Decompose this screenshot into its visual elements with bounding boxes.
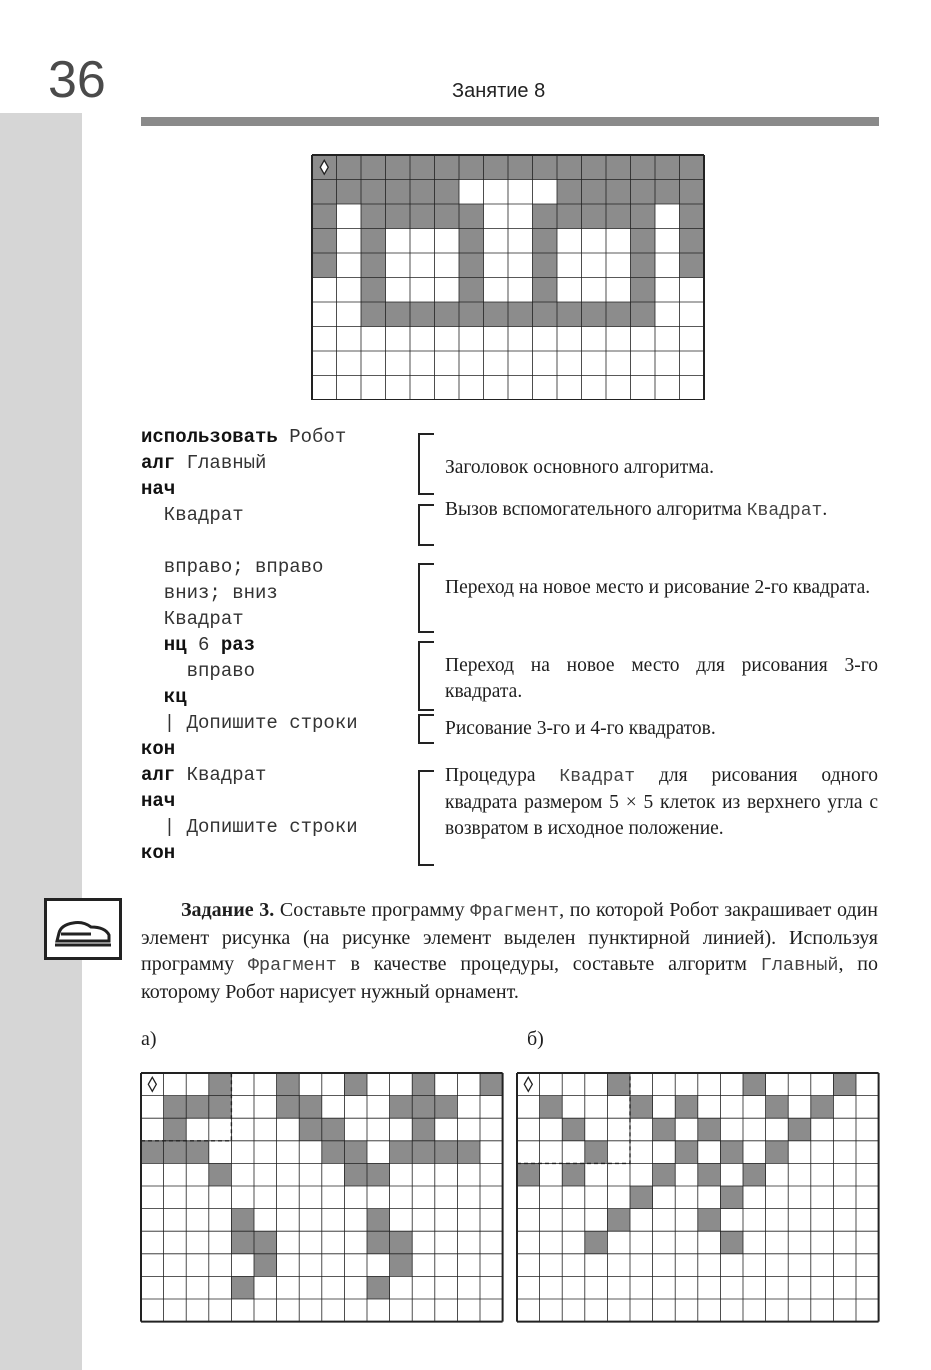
filled-cell	[582, 180, 607, 205]
filled-cell	[361, 229, 386, 254]
filled-cell	[557, 302, 582, 327]
code-line: алг Главный	[141, 452, 267, 474]
side-margin-band	[0, 113, 82, 1370]
filled-cell	[582, 302, 607, 327]
filled-cell	[631, 229, 656, 254]
filled-cell	[459, 155, 484, 180]
mouse-icon	[47, 901, 119, 957]
filled-cell	[766, 1096, 789, 1119]
filled-cell	[517, 1163, 540, 1186]
filled-cell	[231, 1276, 254, 1299]
code-line: Квадрат	[141, 504, 244, 526]
filled-cell	[606, 204, 631, 229]
filled-cell	[277, 1073, 300, 1096]
filled-cell	[675, 1141, 698, 1164]
filled-cell	[582, 155, 607, 180]
filled-cell	[457, 1141, 480, 1164]
filled-cell	[557, 180, 582, 205]
brace	[418, 714, 434, 744]
filled-cell	[653, 1118, 676, 1141]
filled-cell	[653, 1163, 676, 1186]
header-rule	[141, 117, 879, 126]
filled-cell	[367, 1231, 390, 1254]
filled-cell	[412, 1118, 435, 1141]
filled-cell	[164, 1096, 187, 1119]
filled-cell	[533, 302, 558, 327]
filled-cell	[631, 302, 656, 327]
filled-cell	[582, 204, 607, 229]
filled-cell	[337, 155, 362, 180]
filled-cell	[386, 204, 411, 229]
filled-cell	[410, 180, 435, 205]
filled-cell	[675, 1096, 698, 1119]
filled-cell	[344, 1073, 367, 1096]
filled-cell	[322, 1141, 345, 1164]
filled-cell	[435, 180, 460, 205]
code-line: использовать Робот	[141, 426, 347, 448]
filled-cell	[412, 1073, 435, 1096]
filled-cell	[459, 204, 484, 229]
filled-cell	[410, 302, 435, 327]
filled-cell	[606, 302, 631, 327]
comment-second-square: Переход на новое место и рисование 2-го квадрата.	[445, 577, 871, 598]
filled-cell	[680, 155, 705, 180]
filled-cell	[698, 1163, 721, 1186]
filled-cell	[459, 302, 484, 327]
filled-cell	[484, 302, 509, 327]
filled-cell	[435, 155, 460, 180]
filled-cell	[410, 155, 435, 180]
filled-cell	[435, 1141, 458, 1164]
filled-cell	[435, 204, 460, 229]
filled-cell	[480, 1073, 503, 1096]
filled-cell	[533, 278, 558, 303]
filled-cell	[680, 229, 705, 254]
filled-cell	[743, 1163, 766, 1186]
filled-cell	[508, 302, 533, 327]
code-line: нач	[141, 790, 176, 812]
code-line: кц	[141, 686, 187, 708]
filled-cell	[557, 155, 582, 180]
filled-cell	[390, 1254, 413, 1277]
filled-cell	[631, 278, 656, 303]
filled-cell	[254, 1231, 277, 1254]
brace	[418, 641, 434, 711]
filled-cell	[631, 253, 656, 278]
filled-cell	[312, 204, 337, 229]
filled-cell	[367, 1276, 390, 1299]
filled-cell	[412, 1141, 435, 1164]
brace	[418, 433, 434, 495]
filled-cell	[390, 1141, 413, 1164]
comment-third-fourth: Рисование 3-го и 4-го квадратов.	[445, 718, 716, 739]
page-number: 36	[48, 51, 106, 109]
filled-cell	[186, 1141, 209, 1164]
filled-cell	[557, 204, 582, 229]
filled-cell	[435, 302, 460, 327]
filled-cell	[186, 1096, 209, 1119]
filled-cell	[788, 1118, 811, 1141]
filled-cell	[720, 1141, 743, 1164]
filled-cell	[631, 155, 656, 180]
code-line: нц 6 раз	[141, 634, 256, 656]
filled-cell	[655, 180, 680, 205]
filled-cell	[508, 155, 533, 180]
filled-cell	[386, 302, 411, 327]
filled-cell	[412, 1096, 435, 1119]
filled-cell	[361, 278, 386, 303]
code-line: вправо	[141, 660, 256, 682]
filled-cell	[698, 1209, 721, 1232]
ornament-grid-b	[516, 1072, 880, 1326]
brace	[418, 563, 434, 633]
code-line: нач	[141, 478, 176, 500]
brace	[418, 504, 434, 546]
filled-cell	[361, 204, 386, 229]
filled-cell	[386, 180, 411, 205]
filled-cell	[630, 1096, 653, 1119]
filled-cell	[562, 1163, 585, 1186]
code-line: | Допишите строки	[141, 712, 358, 734]
filled-cell	[533, 204, 558, 229]
filled-cell	[484, 155, 509, 180]
subfigure-a-label: а)	[141, 1028, 157, 1050]
filled-cell	[585, 1231, 608, 1254]
code-line: вправо; вправо	[141, 556, 324, 578]
filled-cell	[680, 180, 705, 205]
code-line: алг Квадрат	[141, 764, 267, 786]
filled-cell	[344, 1141, 367, 1164]
filled-cell	[231, 1231, 254, 1254]
filled-cell	[164, 1141, 187, 1164]
filled-cell	[435, 1096, 458, 1119]
filled-cell	[533, 229, 558, 254]
filled-cell	[459, 253, 484, 278]
comment-third-move: Переход на новое место для рисования 3-го квадрата.	[445, 655, 878, 702]
filled-cell	[390, 1231, 413, 1254]
filled-cell	[361, 180, 386, 205]
filled-cell	[833, 1073, 856, 1096]
filled-cell	[367, 1163, 390, 1186]
filled-cell	[254, 1254, 277, 1277]
filled-cell	[337, 180, 362, 205]
comment-procedure: Процедура Квадрат для рисования одного квадрата размером 5 × 5 клеток из верхнего угла с возвратом в исходное положение.	[445, 765, 878, 839]
code-line: кон	[141, 738, 176, 760]
filled-cell	[299, 1096, 322, 1119]
filled-cell	[386, 155, 411, 180]
filled-cell	[209, 1163, 232, 1186]
filled-cell	[680, 253, 705, 278]
filled-cell	[540, 1096, 563, 1119]
code-line: Квадрат	[141, 608, 244, 630]
filled-cell	[312, 229, 337, 254]
filled-cell	[766, 1141, 789, 1164]
filled-cell	[164, 1118, 187, 1141]
filled-cell	[698, 1118, 721, 1141]
comment-header: Заголовок основного алгоритма.	[445, 457, 714, 478]
filled-cell	[312, 180, 337, 205]
filled-cell	[361, 302, 386, 327]
filled-cell	[607, 1209, 630, 1232]
code-line: вниз; вниз	[141, 582, 278, 604]
filled-cell	[606, 155, 631, 180]
ornament-grid-main	[311, 154, 705, 400]
task-3-text: Задание 3. Составьте программу Фрагмент, по которой Робот закрашивает один элемент рисунка (на рисунке элемент выделен пунктирной линией). Используя программу Фрагмент в качестве процедуры, составьте алгоритм Главный, по которому Робот нарисует нужный орнамент.	[141, 899, 878, 1003]
filled-cell	[361, 155, 386, 180]
filled-cell	[533, 253, 558, 278]
filled-cell	[231, 1209, 254, 1232]
filled-cell	[459, 278, 484, 303]
filled-cell	[209, 1096, 232, 1119]
filled-cell	[459, 229, 484, 254]
filled-cell	[277, 1096, 300, 1119]
filled-cell	[410, 204, 435, 229]
filled-cell	[630, 1186, 653, 1209]
filled-cell	[811, 1096, 834, 1119]
filled-cell	[720, 1231, 743, 1254]
filled-cell	[390, 1096, 413, 1119]
comment-call: Вызов вспомогательного алгоритма Квадрат.	[445, 499, 828, 521]
subfigure-b-label: б)	[527, 1028, 544, 1050]
code-line: | Допишите строки	[141, 816, 358, 838]
filled-cell	[209, 1073, 232, 1096]
ornament-grid-a	[140, 1072, 504, 1326]
filled-cell	[361, 253, 386, 278]
filled-cell	[312, 253, 337, 278]
brace	[418, 770, 434, 866]
filled-cell	[743, 1073, 766, 1096]
filled-cell	[680, 204, 705, 229]
filled-cell	[585, 1141, 608, 1164]
filled-cell	[141, 1141, 164, 1164]
filled-cell	[720, 1186, 743, 1209]
filled-cell	[322, 1118, 345, 1141]
filled-cell	[607, 1073, 630, 1096]
filled-cell	[562, 1118, 585, 1141]
code-line: кон	[141, 842, 176, 864]
task-icon	[44, 898, 122, 960]
filled-cell	[533, 155, 558, 180]
filled-cell	[344, 1163, 367, 1186]
filled-cell	[367, 1209, 390, 1232]
lesson-title: Занятие 8	[452, 80, 546, 102]
filled-cell	[299, 1118, 322, 1141]
filled-cell	[655, 155, 680, 180]
filled-cell	[631, 204, 656, 229]
filled-cell	[631, 180, 656, 205]
filled-cell	[606, 180, 631, 205]
